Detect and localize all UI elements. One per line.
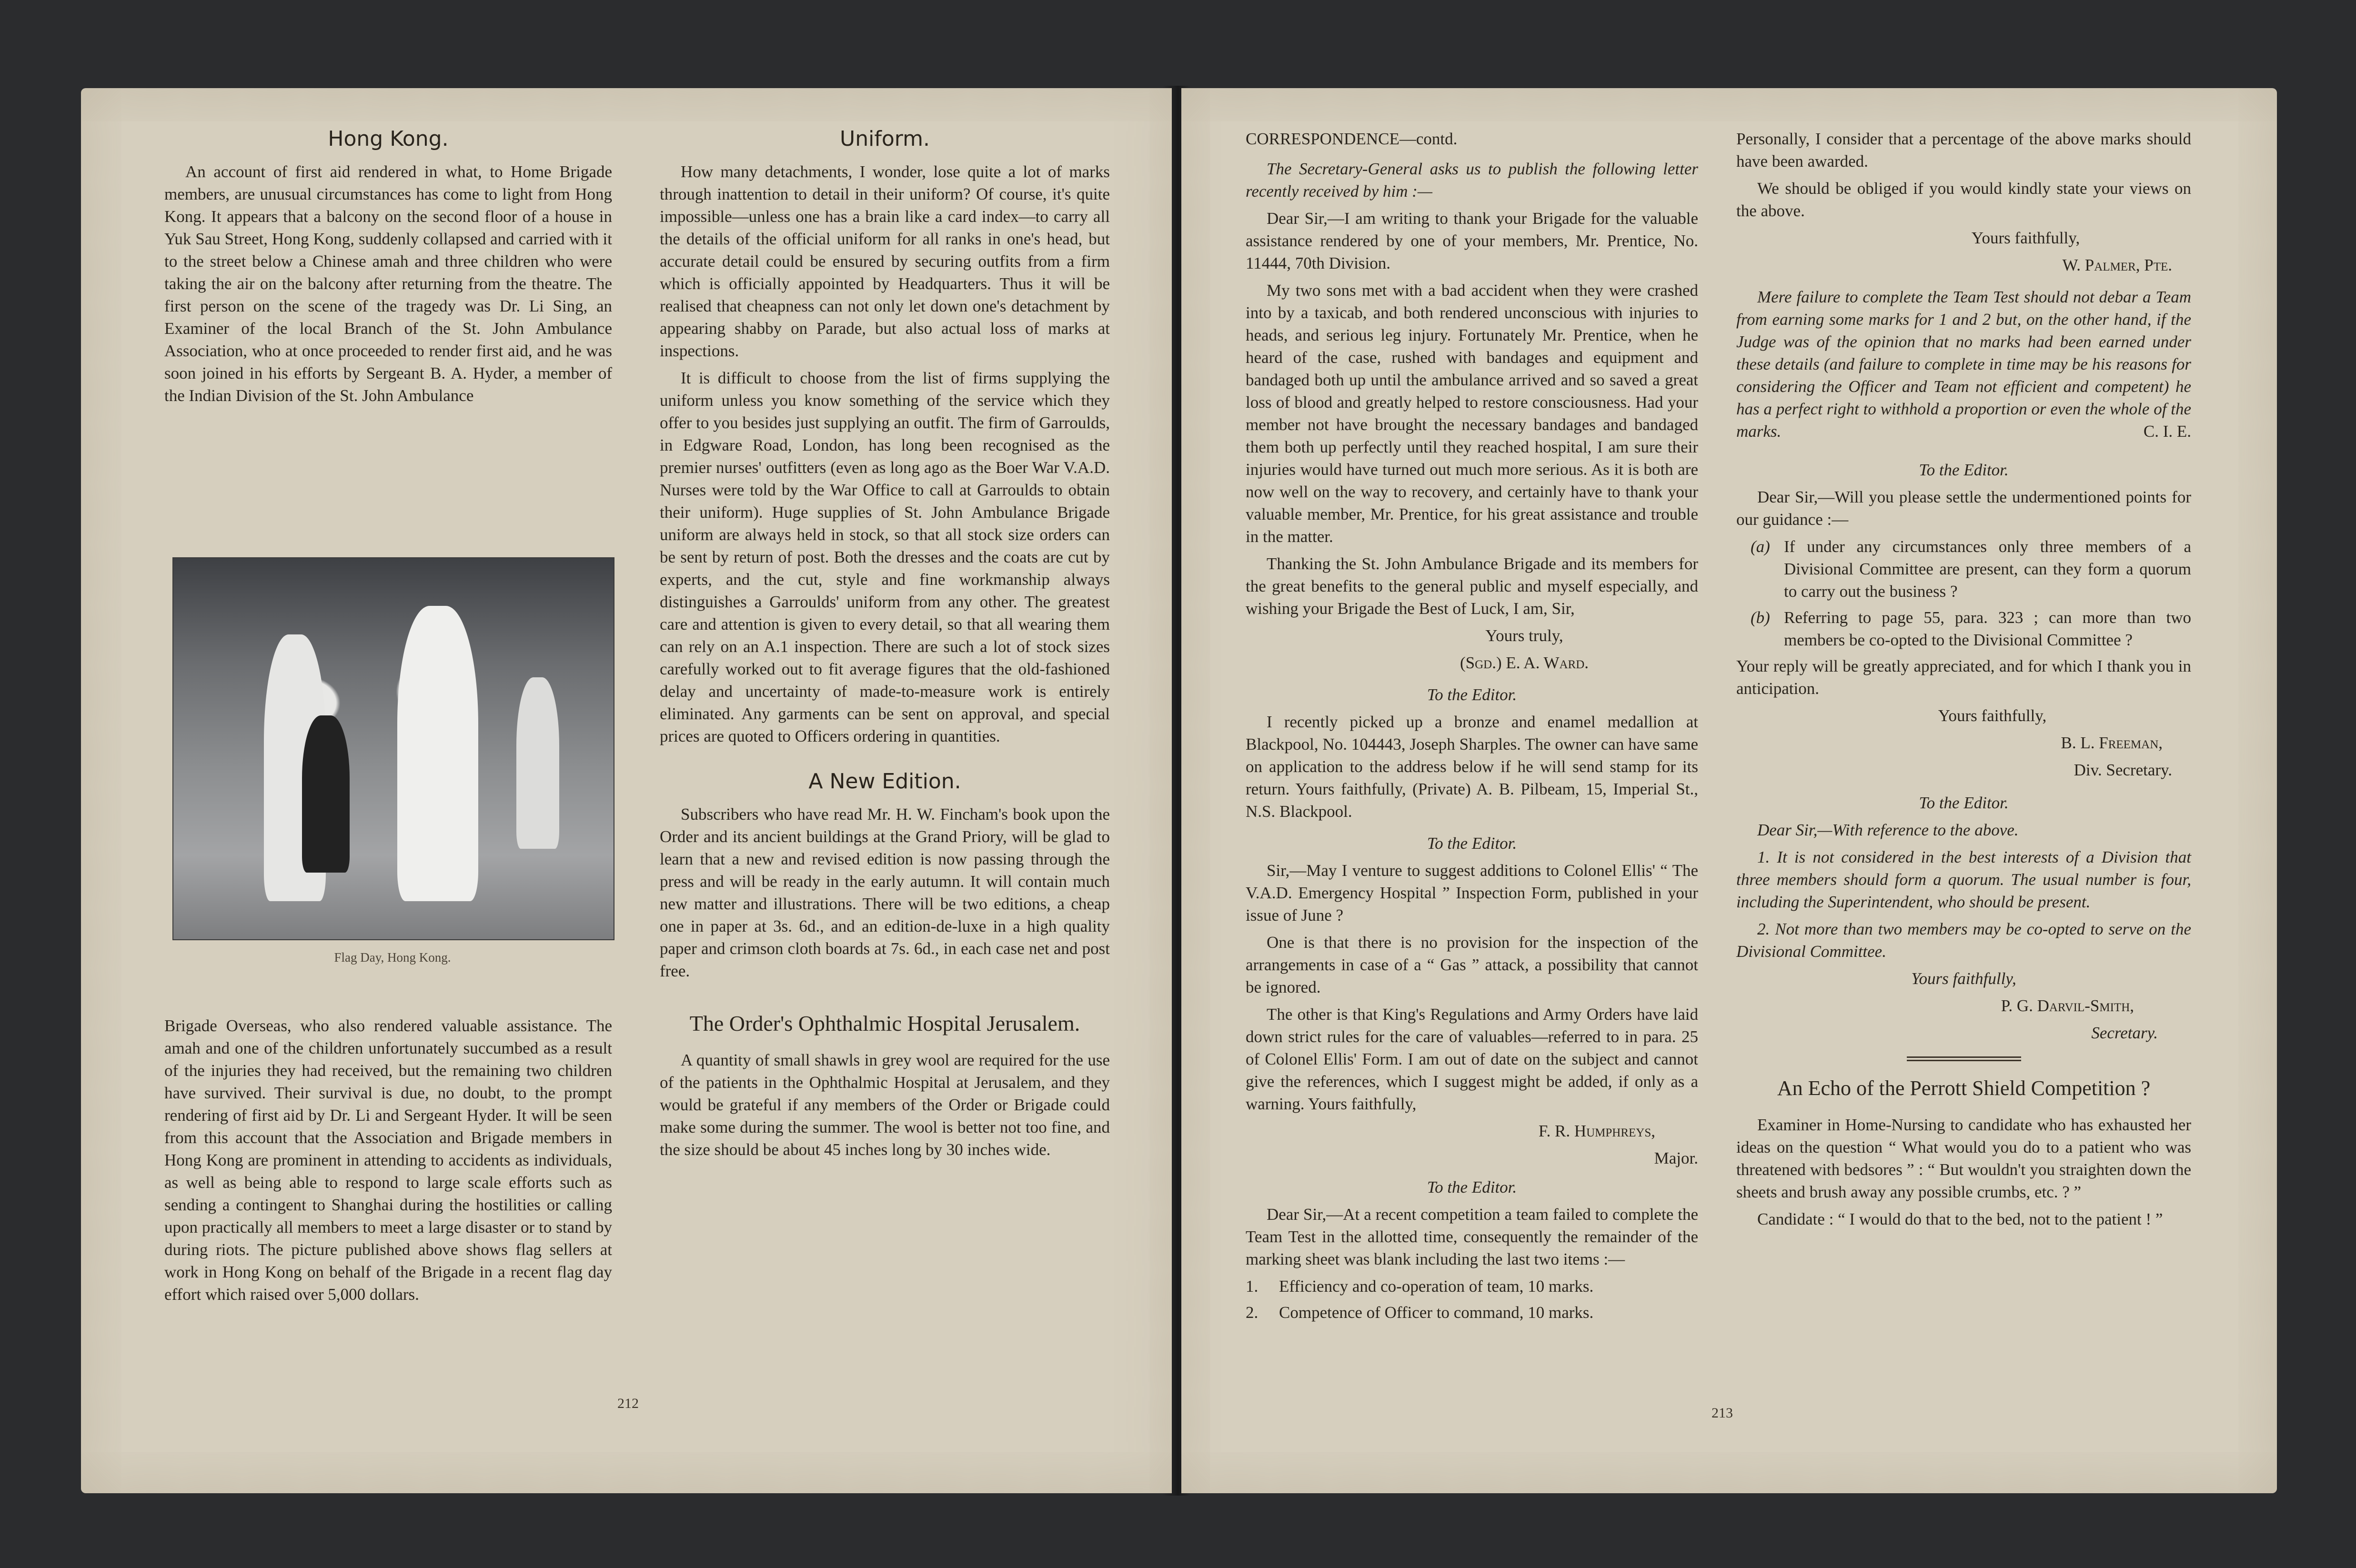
letter1-paragraph-3: Thanking the St. John Ambulance Brigade and its members for the great benefits to the general public and myself especially, and wishing your Brigade the Best of Luck, I am, Sir, (1246, 554, 1698, 618)
letter3-paragraph-3: The other is that King's Regulations and Army Orders have laid down strict rules for the care of valuables—referred to in para. 25 of Colonel Ellis' Form. I am out of date on the subject and cannot give the references, which I suggest might be added, if only as a warning. Yours faithfully, (1246, 1005, 1698, 1113)
uniform-paragraph-1: How many detachments, I wonder, lose quite a lot of marks through inattention to detail in their uniform? Of course, it's quite impossible—unless one has a brain like a card index—to carry all the details of the official uniform for all ranks in one's head, but accurate detail could be ensured by securing outfits from a firm which is officially appointed by Headquarters. Thus it will be realised that cheapness can not only let down one's detachment by appearing shabby on Parade, but also actual loss of marks at inspections. (660, 162, 1110, 360)
ophthalmic-heading: The Order's Ophthalmic Hospital Jerusalem. (689, 1011, 1080, 1035)
list-item: 1. Efficiency and co-operation of team, 10 marks. (1246, 1277, 1594, 1296)
list-item: (b) Referring to page 55, para. 323 ; can more than two members be co-opted to the Divisional Committee ? (1751, 608, 2191, 649)
right-column-right-page (1736, 128, 2191, 1235)
letter3-paragraph-1: Sir,—May I venture to suggest additions to Colonel Ellis' “ The V.A.D. Emergency Hospital ” Inspection Form, published in your issue of June ? (1246, 861, 1698, 925)
photo-figure-nurse (397, 606, 478, 901)
letter4-paragraph-3: We should be obliged if you would kindly state your views on the above. (1736, 179, 2191, 220)
editor-reply-text: Mere failure to complete the Team Test should not debar a Team from earning some marks for 1 and 2 but, on the other hand, if the Judge was of the opinion that no marks had been earned under these details (and failure to complete in time may be his reasons for considering the Officer and Team not efficient and competent) he has a perfect right to withhold a proportion or even the whole of the marks. (1736, 288, 2191, 441)
letter4-close: Yours faithfully, (1971, 229, 2080, 247)
list-item: 2. Competence of Officer to command, 10 marks. (1246, 1303, 1594, 1322)
hong-kong-heading: Hong Kong. (328, 127, 449, 151)
new-edition-heading: A New Edition. (808, 769, 961, 794)
letter3-paragraph-2: One is that there is no provision for the inspection of the arrangements in case of a “ Gas ” attack, a possibility that cannot be ignored. (1246, 933, 1698, 996)
to-editor-heading-2: To the Editor. (1427, 834, 1517, 853)
correspondence-intro: The Secretary-General asks us to publish the following letter recently received by him :— (1246, 160, 1698, 201)
letter1-signature: (Sgd.) E. A. Ward. (1460, 653, 1589, 672)
letter5-items (1736, 535, 2191, 651)
to-editor-heading-3: To the Editor. (1427, 1178, 1517, 1196)
letter5-signature-title: Div. Secretary. (2074, 761, 2172, 779)
letter5-paragraph-1: Dear Sir,—Will you please settle the undermentioned points for our guidance :— (1736, 488, 2191, 529)
page-number-left: 212 (617, 1396, 639, 1411)
letter4-items (1246, 1275, 1698, 1324)
echo-paragraph-2: Candidate : “ I would do that to the bed, not to the patient ! ” (1757, 1210, 2163, 1228)
letter5-signature-name: B. L. Freeman, (2061, 734, 2163, 752)
letter4-paragraph-1: Dear Sir,—At a recent competition a team failed to complete the Team Test in the allotted time, consequently the remainder of the marking sheet was blank including the last two items :— (1246, 1205, 1698, 1268)
letter6-signature-title: Secretary. (2091, 1024, 2158, 1042)
letter1-close: Yours truly, (1485, 626, 1563, 645)
echo-heading: An Echo of the Perrott Shield Competition ? (1777, 1076, 2151, 1100)
letter6-paragraph-1: Dear Sir,—With reference to the above. (1757, 821, 2019, 839)
ophthalmic-paragraph: A quantity of small shawls in grey wool are required for the use of the patients in the Ophthalmic Hospital at Jerusalem, and they would be grateful if any members of the Order or Brigade could make some during the summer. The wool is better not too fine, and the size should be about 45 inches long by 30 inches wide. (660, 1051, 1110, 1159)
to-editor-heading-1: To the Editor. (1427, 685, 1517, 704)
new-edition-paragraph: Subscribers who have read Mr. H. W. Fincham's book upon the Order and its ancient buildings at the Grand Priory, will be glad to learn that a new and revised edition is now passing through the press and will be ready in the early autumn. It will contain much new matter and illustrations. There will be two editions, a cheap one in paper at 3s. 6d., and an edition-de-luxe in a high quality paper and crimson cloth boards at 7s. 6d., in each case net and post free. (660, 805, 1110, 980)
to-editor-heading-4: To the Editor. (1919, 461, 2009, 479)
hong-kong-column (164, 128, 612, 412)
letter5-paragraph-2: Your reply will be greatly appreciated, and for which I thank you in anticipation. (1736, 657, 2191, 698)
hong-kong-paragraph-1: An account of first aid rendered in what, to Home Brigade members, are unusual circumstances has come to light from Hong Kong. It appears that a balcony on the second floor of a house in Yuk Sau Street, Hong Kong, suddenly collapsed and carried with it to the street below a Chinese amah and three children who were taking the air on the balcony after returning from the theatre. The first person on the scene of the tragedy was Dr. Li Sing, an Examiner of the local Branch of the St. John Ambulance Association, who at once proceeded to render first aid, and he was soon joined in his efforts by Sergeant B. A. Hyder, a member of the Indian Division of the St. John Ambulance (164, 162, 612, 405)
correspondence-column (1246, 128, 1698, 1327)
list-item: (a) If under any circumstances only three members of a Divisional Committee are present, can they form a quorum to carry out the business ? (1751, 537, 2191, 601)
letter6-close: Yours faithfully, (1911, 969, 2016, 988)
uniform-paragraph-2: It is difficult to choose from the list of firms supplying the uniform unless you know something of the service which they offer to you besides just supplying an outfit. The firm of Garroulds, in Edgware Road, London, has long been recognised as the premier nurses' outfitters (even as long ago as the Boer War V.A.D. Nurses were told by the War Office to call at Garroulds to obtain their uniform). Huge supplies of St. John Ambulance Brigade uniform are always held in stock, so that all stock size orders can be sent by return of post. Both the dresses and the coats are cut by experts, and the cut, style and fine workmanship always distinguishes a Garroulds' uniform from any other. The greatest care and attention is given to every detail, so that all wearing them can rely on an A.1 inspection. There are such a lot of stock sizes carefully worked out to fit average figures that the old-fashioned delay and uncertainty of made-to-measure work is entirely eliminated. Any garments can be sent on approval, and special prices are quoted to Officers ordering in quantities. (660, 369, 1110, 745)
photo-figure-background (516, 677, 559, 849)
letter6-paragraph-3: 2. Not more than two members may be co-opted to serve on the Divisional Committee. (1736, 920, 2191, 961)
letter1-paragraph-1: Dear Sir,—I am writing to thank your Brigade for the valuable assistance rendered by one of your members, Mr. Prentice, No. 11444, 70th Division. (1246, 209, 1698, 272)
correspondence-heading: CORRESPONDENCE—contd. (1246, 130, 1458, 148)
letter6-signature-name: P. G. Darvil-Smith, (2001, 996, 2134, 1015)
letter1-paragraph-2: My two sons met with a bad accident when they were crashed into by a taxicab, and both rendered unconscious with injuries to heads, and serious leg injury. Fortunately Mr. Prentice, when he heard of the case, rushed with bandages and equipment and bandaged both up until the ambulance arrived and so saved a great loss of blood and greatly helped to restore consciousness. Had your member not have brought the necessary bandages and bandaged them both up perfectly until they reached hospital, I am sure their injuries would have turned out much more serious. As it is both are now well on the way to recovery, and certainly have to thank your valuable member, Mr. Prentice, for his great assistance and trouble in the matter. (1246, 281, 1698, 546)
to-editor-heading-5: To the Editor. (1919, 794, 2009, 812)
letter3-signature-rank: Major. (1654, 1149, 1698, 1167)
photo-figure-child (302, 715, 350, 873)
right-column-left-page (660, 128, 1110, 1166)
letter4-paragraph-2: Personally, I consider that a percentage of the above marks should have been awarded. (1736, 130, 2191, 171)
hong-kong-column-continued (164, 1015, 612, 1310)
letter6-paragraph-2: 1. It is not considered in the best interests of a Division that three members should form a quorum. The usual number is four, including the Superintendent, who should be present. (1736, 848, 2191, 911)
flag-day-photo (172, 557, 614, 940)
page-number-right: 213 (1712, 1405, 1733, 1421)
letter4-signature: W. Palmer, Pte. (2062, 256, 2172, 274)
letter5-close: Yours faithfully, (1938, 706, 2047, 725)
section-divider (1907, 1056, 2021, 1061)
letter2-paragraph: I recently picked up a bronze and enamel medallion at Blackpool, No. 104443, Joseph Sharples. The owner can have same on application to the address below if he will send stamp for its return. Yours faithfully, (Private) A. B. Pilbeam, 15, Imperial St., N.S. Blackpool. (1246, 713, 1698, 821)
photo-caption: Flag Day, Hong Kong. (334, 950, 451, 965)
editor-reply-signature: C. I. E. (2143, 422, 2191, 441)
uniform-heading: Uniform. (840, 127, 930, 151)
letter3-signature-name: F. R. Humphreys, (1538, 1122, 1655, 1140)
echo-paragraph-1: Examiner in Home-Nursing to candidate who has exhausted her ideas on the question “ What would you do to a patient who was threatened with bedsores ” : “ But wouldn't you straighten down the sheets and brush away any possible crumbs, etc. ? ” (1736, 1116, 2191, 1201)
hong-kong-paragraph-2: Brigade Overseas, who also rendered valuable assistance. The amah and one of the children unfortunately succumbed as a result of the injuries they had received, but the remaining two children have survived. Their survival is due, no doubt, to the prompt rendering of first aid by Dr. Li and Sergeant Hyder. It will be seen from this account that the Association and Brigade members in Hong Kong are prominent in attending to accidents as individuals, as well as being able to respond to large scale efforts such as sending a contingent to Shanghai during the hostilities or calling upon practically all members to meet a large disaster or to stand by during riots. The picture published above shows flag sellers at work in Hong Kong on behalf of the Brigade in a recent flag day effort which raised over 5,000 dollars. (164, 1016, 612, 1304)
editor-reply (1736, 286, 2191, 442)
